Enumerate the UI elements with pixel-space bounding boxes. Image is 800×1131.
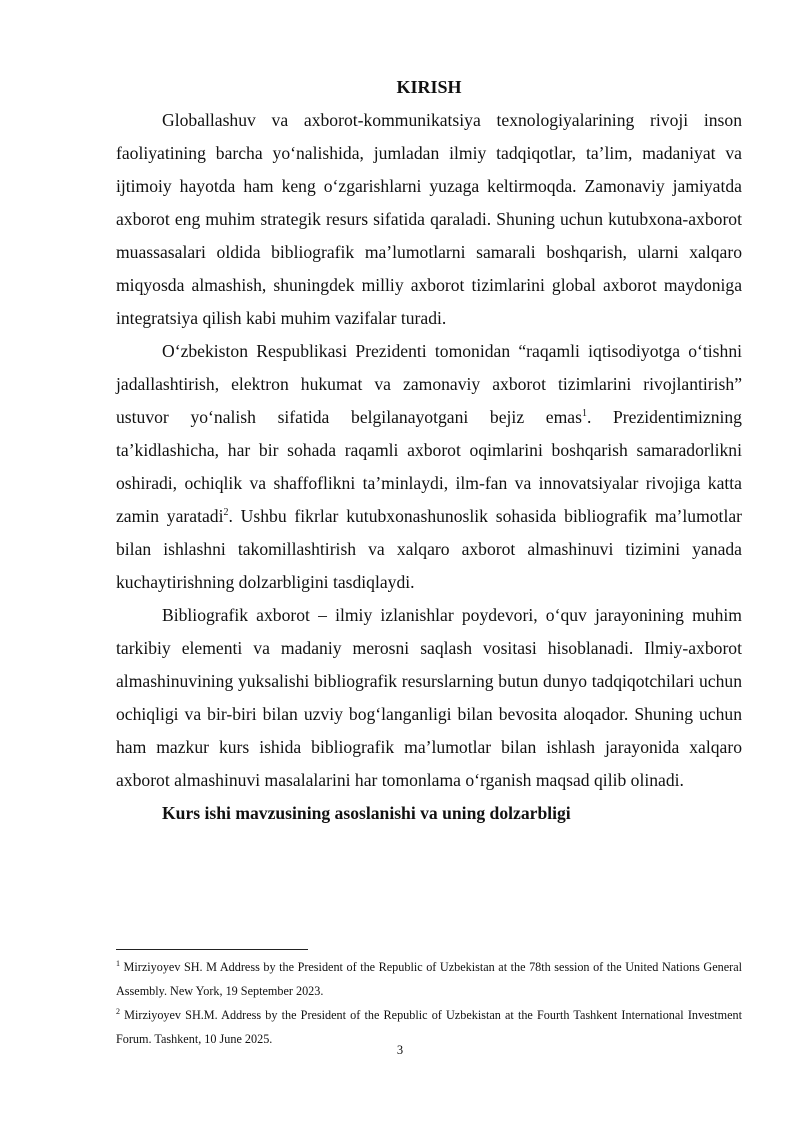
section-heading: Kurs ishi mavzusining asoslanishi va uning dolzarbligi bbox=[162, 803, 571, 823]
paragraph-2-text-b: . Prezidentimizning ta’kidlashicha, har bir sohada raqamli axborot oqimlarini boshqarish samaradorlikni oshiradi, ochiqlik va shaffoflikni ta’minlaydi, ilm-fan va innovatsiyalar rivojiga katta zamin yaratadi bbox=[116, 407, 742, 526]
footnote-1 bbox=[116, 955, 742, 1003]
footnote-2-text: Mirziyoyev SH.M. Address by the President of the Republic of Uzbekistan at the Fourth Tashkent International Investment Forum. Tashkent, 10 June 2025. bbox=[116, 1008, 742, 1046]
footnote-ref-2[interactable]: 2 bbox=[223, 507, 229, 519]
paragraph-1-text: Globallashuv va axborot-kommunikatsiya texnologiyalarining rivoji inson faoliyatining barcha yo‘nalishida, jumladan ilmiy tadqiqotlar, ta’lim, madaniyat va ijtimoiy hayotda ham keng o‘zgarishlarni yuzaga keltirmoqda. Zamonaviy jamiyatda axborot eng muhim strategik resurs sifatida qaraladi. Shuning uchun kutubxona-axborot muassasalari oldida bibliografik ma’lumotlarni samarali boshqarish, ularni xalqaro miqyosda almashish, shuningdek milliy axborot tizimlarini global axborot maydoniga integratsiya qilish kabi muhim vazifalar turadi. bbox=[116, 110, 742, 328]
footnote-2-mark: 2 bbox=[116, 1006, 120, 1016]
footnote-1-mark: 1 bbox=[116, 958, 120, 968]
footnote-ref-1[interactable]: 1 bbox=[581, 408, 587, 420]
footnotes bbox=[116, 955, 742, 1051]
footnote-1-text: Mirziyoyev SH. M Address by the President of the Republic of Uzbekistan at the 78th session of the United Nations General Assembly. New York, 19 September 2023. bbox=[116, 960, 742, 998]
paragraph-1 bbox=[116, 104, 742, 335]
paragraph-2-text-a: O‘zbekiston Respublikasi Prezidenti tomonidan “raqamli iqtisodiyotga o‘tishni jadallashtirish, elektron hukumat va zamonaviy axborot tizimlarini rivojlantirish” ustuvor yo‘nalish sifatida belgilanayotgani bejiz emas bbox=[116, 341, 742, 427]
document-body bbox=[116, 76, 742, 830]
footnote-divider bbox=[116, 949, 308, 950]
paragraph-3-text: Bibliografik axborot – ilmiy izlanishlar poydevori, o‘quv jarayonining muhim tarkibiy elementi va madaniy merosni saqlash vositasi hisoblanadi. Ilmiy-axborot almashinuvining yuksalishi bibliografik resurslarning butun dunyo tadqiqotchilari uchun ochiqligi va bir-biri bilan uzviy bog‘langanligi bilan bevosita aloqador. Shuning uchun ham mazkur kurs ishida bibliografik ma’lumotlar bilan ishlash jarayonida xalqaro axborot almashinuvi masalalarini har tomonlama o‘rganish maqsad qilib olinadi. bbox=[116, 605, 742, 790]
page-title: KIRISH bbox=[396, 77, 462, 97]
page-number: 3 bbox=[396, 1043, 404, 1057]
paragraph-3 bbox=[116, 599, 742, 797]
paragraph-2 bbox=[116, 335, 742, 599]
paragraph-2-text-c: . Ushbu fikrlar kutubxonashunoslik sohasida bibliografik ma’lumotlar bilan ishlashni takomillashtirish va xalqaro axborot almashinuvi tizimini yanada kuchaytirishning dolzarbligini tasdiqlaydi. bbox=[116, 506, 742, 592]
